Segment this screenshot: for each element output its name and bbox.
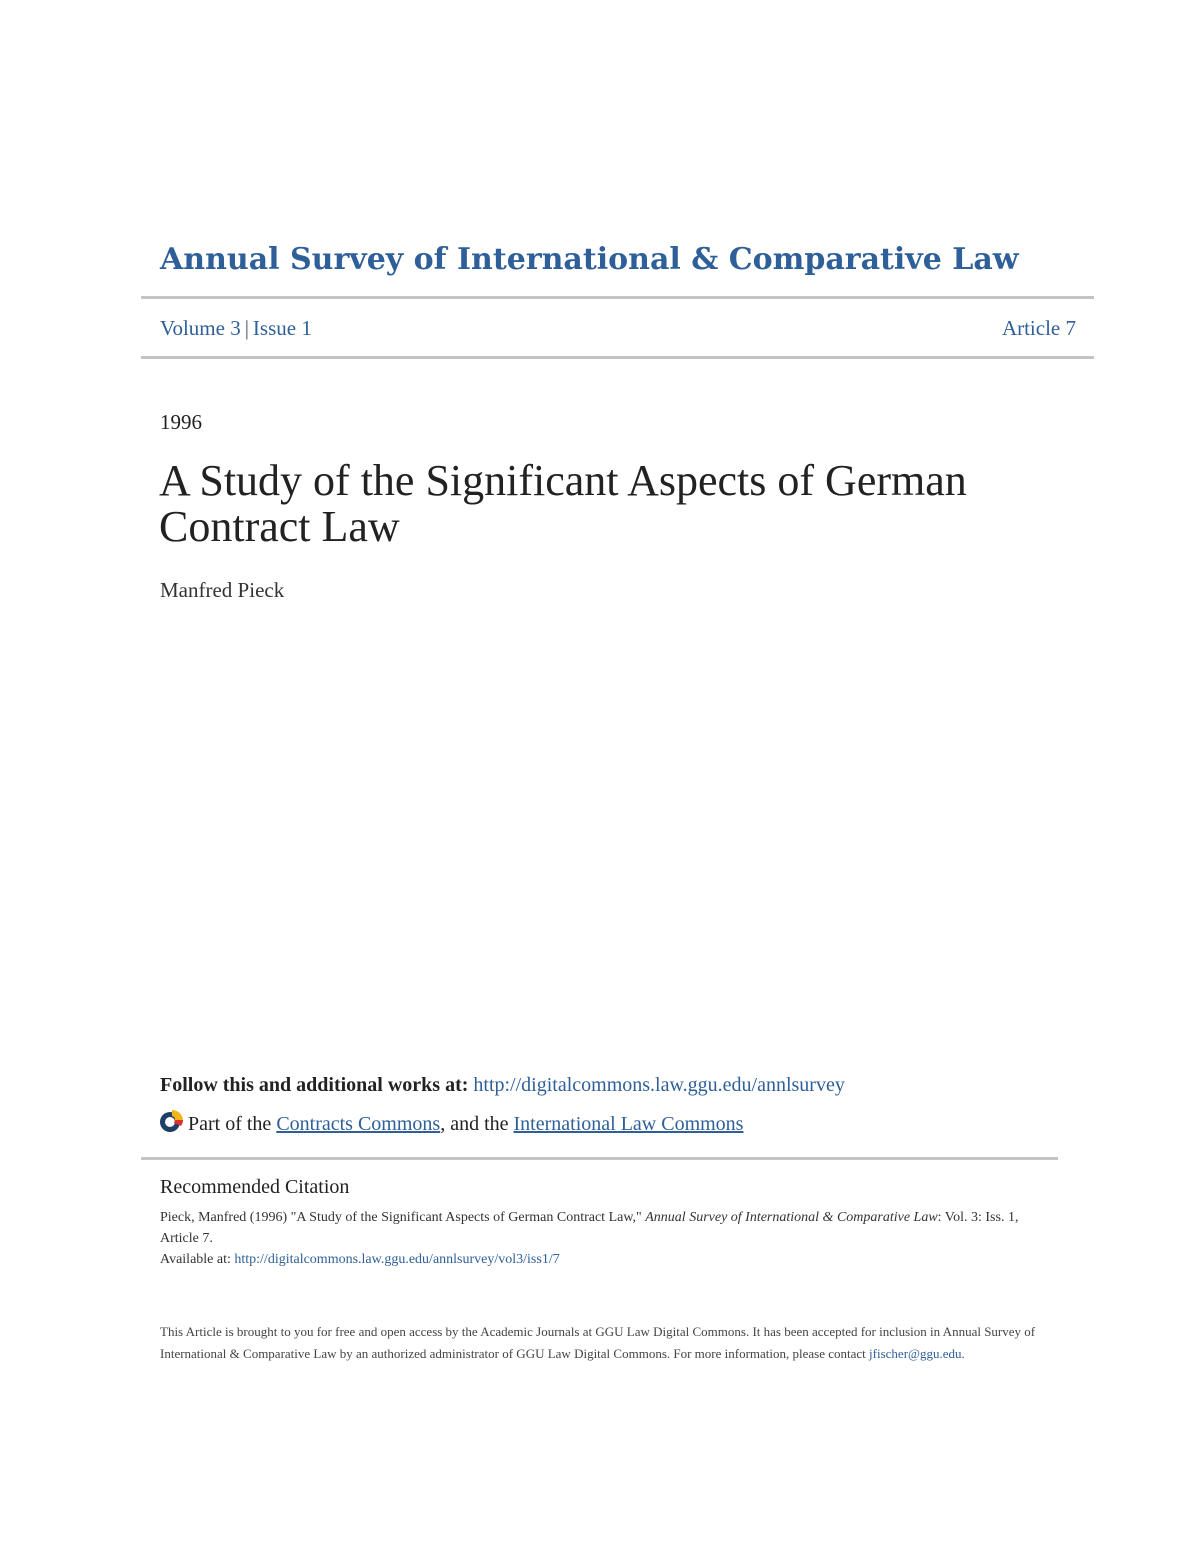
- header-divider-top: [141, 296, 1094, 299]
- volume-link[interactable]: Volume 3: [160, 316, 241, 340]
- citation-text: [160, 1207, 1030, 1270]
- part-of-middle: , and the: [440, 1112, 509, 1135]
- part-of-line: [158, 1108, 743, 1140]
- part-of-prefix: Part of the: [188, 1112, 272, 1135]
- contact-email-link[interactable]: jfischer@ggu.edu: [869, 1346, 962, 1361]
- footer-notice: [160, 1321, 1040, 1365]
- article-url-link[interactable]: http://digitalcommons.law.ggu.edu/annlsurvey/vol3/iss1/7: [234, 1252, 560, 1267]
- article-title: A Study of the Significant Aspects of German Contract Law: [159, 456, 967, 551]
- repository-link[interactable]: http://digitalcommons.law.ggu.edu/annlsurvey: [473, 1074, 845, 1096]
- citation-divider: [141, 1157, 1058, 1160]
- digital-commons-network-icon: [158, 1108, 188, 1140]
- publication-year: 1996: [160, 410, 202, 434]
- citation-text-after: : Vol. 3: Iss. 1, Article 7.: [160, 1210, 1019, 1246]
- follow-line: [160, 1074, 845, 1097]
- follow-label: Follow this and additional works at:: [160, 1074, 474, 1096]
- journal-title[interactable]: Annual Survey of International & Comparative Law: [160, 242, 1019, 277]
- header-divider-bottom: [141, 356, 1094, 359]
- citation-text-before: Pieck, Manfred (1996) "A Study of the Significant Aspects of German Contract Law,": [160, 1210, 646, 1225]
- article-number-link[interactable]: Article 7: [1001, 316, 1076, 340]
- footer-end: .: [961, 1346, 965, 1361]
- international-law-commons-link[interactable]: International Law Commons: [513, 1112, 744, 1135]
- footer-text: This Article is brought to you for free and open access by the Academic Journals at GGU Law Digital Commons. It has been accepted for inclusion in Annual Survey of International & Comparative Law by an authorized administrator of GGU Law Digital Commons. For more information, please contact: [160, 1324, 1036, 1361]
- available-label: Available at:: [160, 1252, 235, 1267]
- citation-journal: Annual Survey of International & Comparative Law: [645, 1210, 938, 1225]
- author-name: Manfred Pieck: [160, 578, 285, 602]
- citation-heading: Recommended Citation: [160, 1176, 350, 1198]
- separator: |: [244, 316, 249, 340]
- contracts-commons-link[interactable]: Contracts Commons: [276, 1112, 441, 1135]
- volume-issue-line: [160, 316, 312, 341]
- issue-link[interactable]: Issue 1: [252, 316, 312, 340]
